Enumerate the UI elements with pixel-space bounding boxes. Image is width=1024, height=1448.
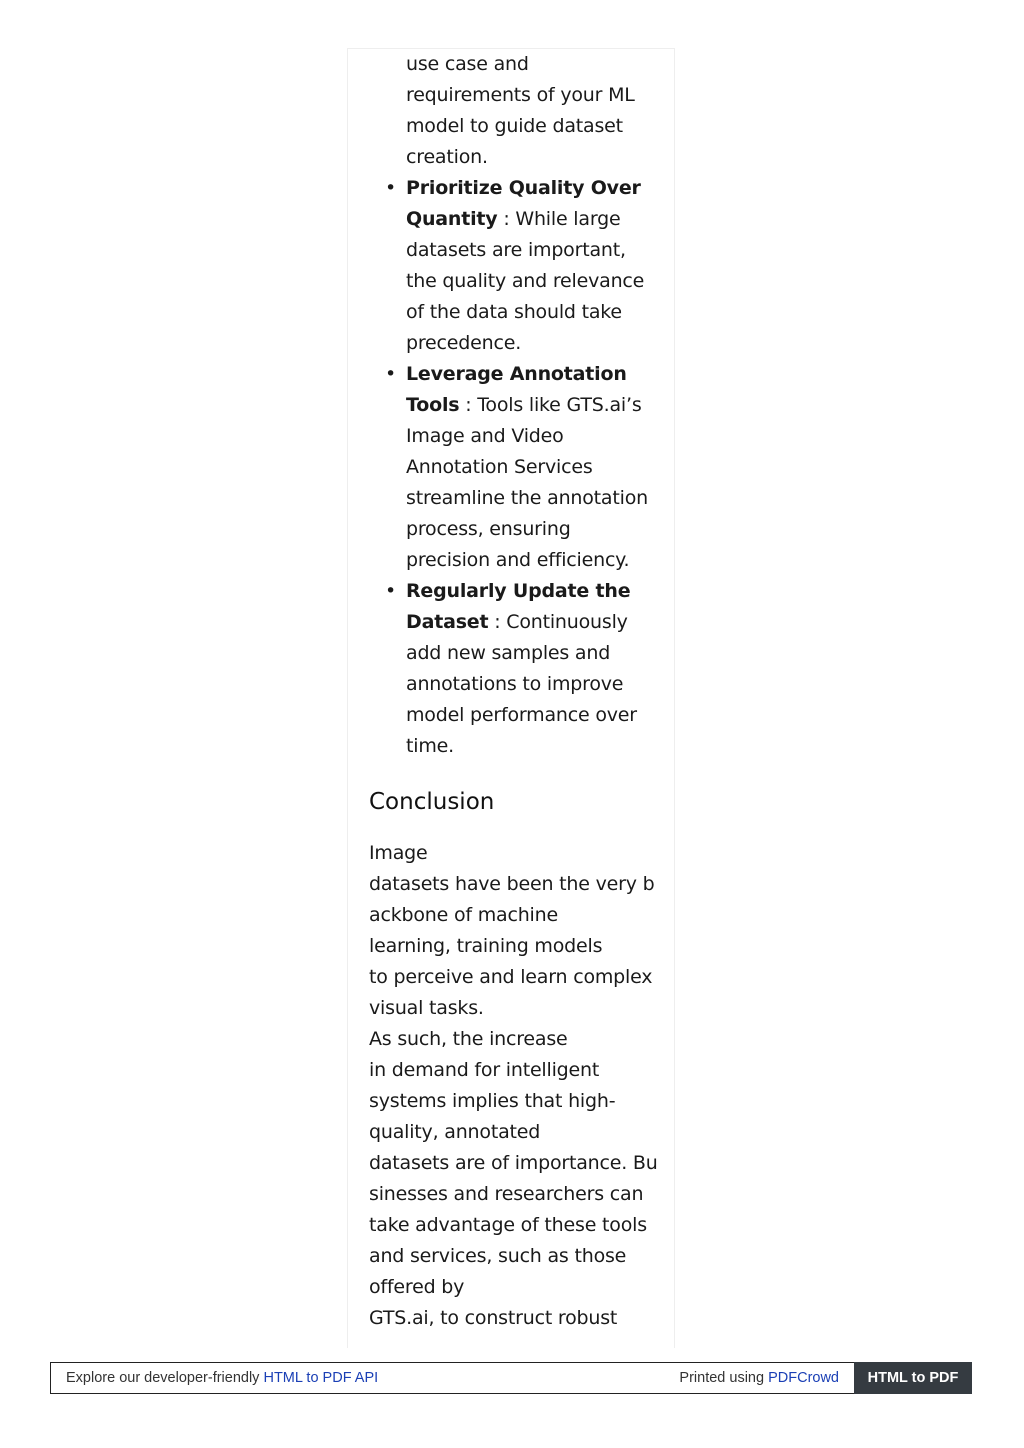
text-line: model performance over (406, 704, 637, 726)
text-line: offered by (369, 1276, 465, 1298)
text-line: time. (406, 735, 454, 757)
tip-description-start: : Tools like GTS.ai’s (459, 394, 642, 416)
text-line: add new samples and (406, 642, 611, 664)
text-line: datasets have been the very b (369, 873, 655, 895)
footer-explore (66, 1363, 378, 1393)
text-line: take advantage of these tools (369, 1214, 647, 1236)
conclusion-heading: Conclusion (369, 789, 495, 815)
text-line: quality, annotated (369, 1121, 541, 1143)
tip-leverage-annotation-tools (369, 359, 664, 576)
text-line: requirements of your ML (406, 84, 635, 106)
tips-list (369, 173, 664, 762)
article-content (369, 49, 664, 1334)
tip-title: Regularly Update the (406, 580, 631, 602)
text-line: to perceive and learn complex (369, 966, 653, 988)
tip-title-end: Tools (406, 394, 460, 416)
footer-explore-text: Explore our developer-friendly (66, 1370, 264, 1386)
text-line: streamline the annotation (406, 487, 648, 509)
text-line: learning, training models (369, 935, 603, 957)
bullet-icon: • (385, 580, 397, 602)
tip-title-end: Dataset (406, 611, 489, 633)
text-line: GTS.ai, to construct robust (369, 1307, 618, 1329)
text-line: ackbone of machine (369, 904, 558, 926)
text-line (406, 390, 664, 421)
pdfcrowd-footer (50, 1362, 972, 1394)
text-line: As such, the increase (369, 1028, 568, 1050)
tip-title-end: Quantity (406, 208, 498, 230)
previous-tip-continuation (369, 49, 664, 173)
text-line (406, 204, 664, 235)
bullet-icon: • (385, 177, 397, 199)
tip-description-start: : Continuously (488, 611, 628, 633)
text-line: creation. (406, 146, 488, 168)
footer-printed-text: Printed using (679, 1370, 769, 1386)
text-line: use case and (406, 53, 529, 75)
tip-description-start: : While large (497, 208, 621, 230)
text-line: systems implies that high- (369, 1090, 616, 1112)
text-line: model to guide dataset (406, 115, 623, 137)
text-line: in demand for intelligent (369, 1059, 600, 1081)
html-to-pdf-badge[interactable]: HTML to PDF (854, 1362, 972, 1394)
text-line: visual tasks. (369, 997, 484, 1019)
text-line: annotations to improve (406, 673, 624, 695)
tip-quality-over-quantity (369, 173, 664, 359)
text-line: the quality and relevance (406, 270, 645, 292)
text-line: datasets are of importance. Bu (369, 1152, 658, 1174)
text-line: of the data should take (406, 301, 622, 323)
article-column (347, 48, 675, 1348)
footer-printed-using (679, 1363, 839, 1393)
html-to-pdf-api-link[interactable]: HTML to PDF API (263, 1370, 379, 1386)
text-line: process, ensuring (406, 518, 571, 540)
text-line: and services, such as those (369, 1245, 627, 1267)
conclusion-paragraph (369, 838, 664, 1334)
text-line (406, 607, 664, 638)
bullet-icon: • (385, 363, 397, 385)
tip-title: Prioritize Quality Over (406, 177, 641, 199)
text-line: sinesses and researchers can (369, 1183, 644, 1205)
text-line: Annotation Services (406, 456, 593, 478)
tip-title: Leverage Annotation (406, 363, 627, 385)
text-line: Image and Video (406, 425, 564, 447)
text-line: datasets are important, (406, 239, 626, 261)
text-line: precedence. (406, 332, 522, 354)
pdfcrowd-link[interactable]: PDFCrowd (768, 1370, 839, 1386)
text-line: Image (369, 842, 428, 864)
tip-regularly-update-dataset (369, 576, 664, 762)
text-line: precision and efficiency. (406, 549, 630, 571)
